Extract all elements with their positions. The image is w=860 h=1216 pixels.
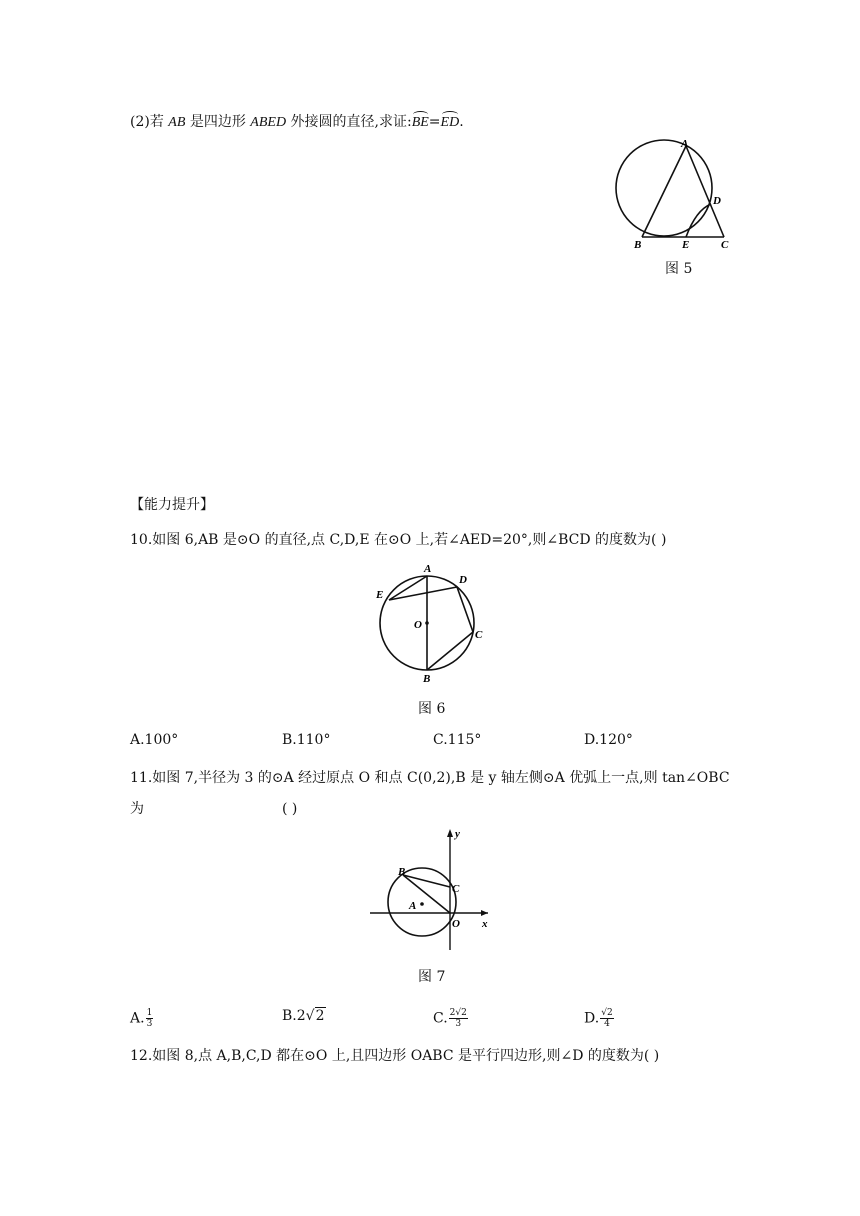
fig5-caption: 图 5 <box>665 261 693 277</box>
figure-6 <box>368 560 492 686</box>
q11-option-d: D. $\frac{√2}{4}$ <box>584 1008 613 1029</box>
q10-option-c: C.115° <box>433 732 482 748</box>
q10-option-d: D.120° <box>584 732 633 748</box>
arc-ed: ED <box>441 113 460 133</box>
fig5-label-d: D <box>713 195 721 207</box>
q9-part2-text: (2)若 AB 是四边形 ABED 外接圆的直径,求证:BE=ED. <box>130 112 464 133</box>
q11-text-line1: 11.如图 7,半径为 3 的⊙A 经过原点 O 和点 C(0,2),B 是 y 轴左侧⊙A 优弧上一点,则 tan∠OBC <box>130 770 730 786</box>
fig6-caption: 图 6 <box>418 701 446 717</box>
fig5-label-c: C <box>721 239 729 251</box>
q10-option-b: B.110° <box>282 732 331 748</box>
q11-option-b: B.2√2 <box>282 1008 325 1024</box>
fig7-label-a: A <box>409 900 417 912</box>
fig7-label-b: B <box>398 866 406 878</box>
fig5-label-a: A <box>681 138 689 150</box>
q11-text-line2: 为 <box>130 801 144 817</box>
fig6-label-c: C <box>475 629 483 641</box>
fig6-label-e: E <box>376 589 384 601</box>
fig7-caption: 图 7 <box>418 969 446 985</box>
q10-text: 10.如图 6,AB 是⊙O 的直径,点 C,D,E 在⊙O 上,若∠AED=20°,则∠BCD 的度数为( ) <box>130 532 667 548</box>
fig5-label-e: E <box>682 239 690 251</box>
arc-be: BE <box>412 113 429 133</box>
q12-text: 12.如图 8,点 A,B,C,D 都在⊙O 上,且四边形 OABC 是平行四边形,则∠D 的度数为( ) <box>130 1048 660 1064</box>
q10-option-a: A.100° <box>130 732 179 748</box>
fig7-label-y: y <box>455 828 460 840</box>
fig6-label-d: D <box>459 574 467 586</box>
q11-option-c: C. $\frac{2√2}{3}$ <box>433 1008 467 1029</box>
fig6-label-a: A <box>424 563 432 575</box>
figure-5 <box>608 132 738 252</box>
figure-7 <box>365 825 495 953</box>
fig6-label-b: B <box>423 673 431 685</box>
fig7-label-o: O <box>452 918 460 930</box>
section-title: 【能力提升】 <box>130 497 214 513</box>
q11-answer-paren: ( ) <box>282 801 298 817</box>
fig5-label-b: B <box>634 239 642 251</box>
fig7-label-c: C <box>452 883 460 895</box>
fig7-label-x: x <box>482 918 488 930</box>
q11-option-a: A. $\frac{1}{3}$ <box>130 1008 153 1029</box>
fig6-label-o: O <box>414 619 422 631</box>
